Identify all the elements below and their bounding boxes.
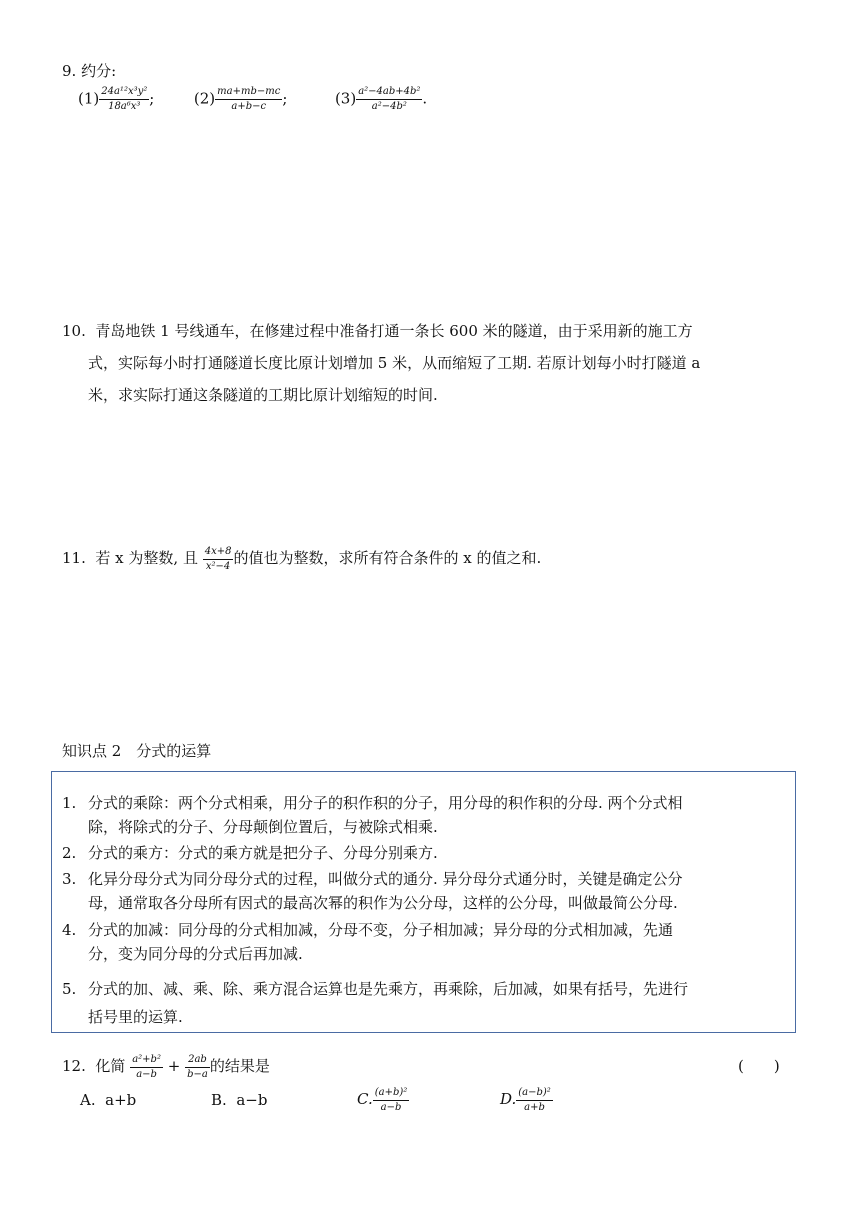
q11-fraction <box>203 546 234 573</box>
q12-number: 12. <box>62 1057 86 1075</box>
q12-option-c-denominator: a−b <box>380 1101 402 1113</box>
knowledge-item-5 <box>62 975 787 1031</box>
q12-option-d-numerator: (a−b)² <box>516 1087 553 1101</box>
q12-option-a-label: A. <box>80 1091 96 1109</box>
knowledge-item-1 <box>62 791 787 839</box>
knowledge-item-1-number: 1. <box>62 794 77 812</box>
q11-text-after: 的值也为整数，求所有符合条件的 x 的值之和. <box>233 549 542 567</box>
q12-answer-bracket: ( ) <box>738 1057 780 1075</box>
q9-part1-fraction <box>99 86 149 113</box>
q12-option-c-fraction <box>373 1087 410 1114</box>
q12-option-d-label: D. <box>500 1090 517 1108</box>
q9-part2-fraction <box>215 86 282 113</box>
q12-fraction-1-denominator: a−b <box>136 1068 157 1080</box>
knowledge-item-5-line2: 括号里的运算. <box>88 1008 183 1026</box>
knowledge-item-5-line1: 分式的加、减、乘、除、乘方混合运算也是先乘方，再乘除，后加减，如果有括号，先进行 <box>88 980 689 998</box>
knowledge-item-4-number: 4. <box>62 921 77 939</box>
q12-option-d-fraction <box>516 1087 553 1114</box>
q12-option-d[interactable] <box>500 1082 553 1116</box>
q12-option-c[interactable] <box>357 1082 409 1116</box>
knowledge-item-1-line1: 分式的乘除：两个分式相乘，用分子的积作积的分子，用分母的积作积的分母. 两个分式相 <box>88 794 683 812</box>
q11 <box>62 541 541 575</box>
q9-parts <box>78 86 427 120</box>
q9-part3-label: (3) <box>334 89 357 108</box>
section-title: 知识点 2 分式的运算 <box>62 742 212 760</box>
q10-line3: 米，求实际打通这条隧道的工期比原计划缩短的时间. <box>88 386 438 404</box>
knowledge-item-1-line2: 除，将除式的分子、分母颠倒位置后，与被除式相乘. <box>88 818 438 836</box>
q12-option-b-label: B. <box>211 1091 227 1109</box>
q10-line1-text: 青岛地铁 1 号线通车，在修建过程中准备打通一条长 600 米的隧道，由于采用新的施工方 <box>95 322 693 340</box>
q12-fraction-1 <box>130 1054 163 1081</box>
knowledge-item-2-number: 2. <box>62 844 77 862</box>
q9-part3-separator: . <box>422 89 428 108</box>
q9-part1-label: (1) <box>78 89 100 108</box>
q12-fraction-2 <box>185 1054 210 1081</box>
q12-option-b-text: a−b <box>236 1091 268 1109</box>
q12-text-after: 的结果是 <box>209 1057 270 1075</box>
knowledge-item-2-line1: 分式的乘方：分式的乘方就是把分子、分母分别乘方. <box>88 844 438 862</box>
q12-stem-text: 化简 <box>95 1057 126 1075</box>
knowledge-item-3-number: 3. <box>62 870 77 888</box>
q9-part2-separator: ; <box>282 89 288 108</box>
q9-part2-label: (2) <box>193 89 216 108</box>
q12-plus-sign: + <box>167 1057 181 1075</box>
q11-denominator: x²−4 <box>205 560 231 572</box>
q12-option-c-numerator: (a+b)² <box>373 1087 410 1101</box>
q12-fraction-2-numerator: 2ab <box>185 1054 210 1068</box>
knowledge-item-5-number: 5. <box>62 980 77 998</box>
q12-option-a[interactable] <box>80 1090 136 1110</box>
q9-part1-numerator: 24a¹²x³y² <box>99 86 149 100</box>
q11-number: 11. <box>62 549 86 567</box>
knowledge-item-4-line2: 分，变为同分母的分式后再加减. <box>88 945 303 963</box>
q10 <box>62 315 822 411</box>
q12-option-a-text: a+b <box>105 1091 137 1109</box>
q12-fraction-2-denominator: b−a <box>187 1068 208 1080</box>
q9-title: 9. 约分: <box>62 62 117 80</box>
knowledge-item-3-line1: 化异分母分式为同分母分式的过程，叫做分式的通分. 异分母分式通分时，关键是确定公分 <box>88 870 683 888</box>
q12-option-d-denominator: a+b <box>524 1101 545 1113</box>
knowledge-item-3-line2: 母，通常取各分母所有因式的最高次幂的积作为公分母，这样的公分母，叫做最简公分母. <box>88 894 678 912</box>
q9-part1-separator: ; <box>149 89 155 108</box>
q12-option-c-label: C. <box>357 1090 373 1108</box>
q12-stem <box>62 1049 270 1083</box>
knowledge-box <box>51 771 796 1033</box>
knowledge-item-4-line1: 分式的加减：同分母的分式相加减，分母不变，分子相加减；异分母的分式相加减，先通 <box>88 921 674 939</box>
q12-fraction-1-numerator: a²+b² <box>130 1054 163 1068</box>
q9-part3-fraction <box>356 86 422 113</box>
q10-line1 <box>62 315 822 347</box>
q9-part2-numerator: ma+mb−mc <box>215 86 282 100</box>
q10-line2: 式，实际每小时打通隧道长度比原计划增加 5 米，从而缩短了工期. 若原计划每小时打隧道 a <box>88 354 701 372</box>
q12-option-b[interactable] <box>211 1090 267 1110</box>
q11-numerator: 4x+8 <box>203 546 234 560</box>
q9-part2-denominator: a+b−c <box>231 101 267 112</box>
knowledge-item-3 <box>62 867 787 915</box>
q11-text-before: 若 x 为整数, 且 <box>95 549 198 567</box>
q9-part3-numerator: a²−4ab+4b² <box>356 86 422 100</box>
knowledge-item-2 <box>62 841 787 865</box>
q9-part1-denominator: 18a⁶x³ <box>108 101 141 112</box>
q9-part3-denominator: a²−4b² <box>371 101 407 112</box>
q10-number: 10. <box>62 322 86 340</box>
knowledge-item-4 <box>62 918 787 966</box>
